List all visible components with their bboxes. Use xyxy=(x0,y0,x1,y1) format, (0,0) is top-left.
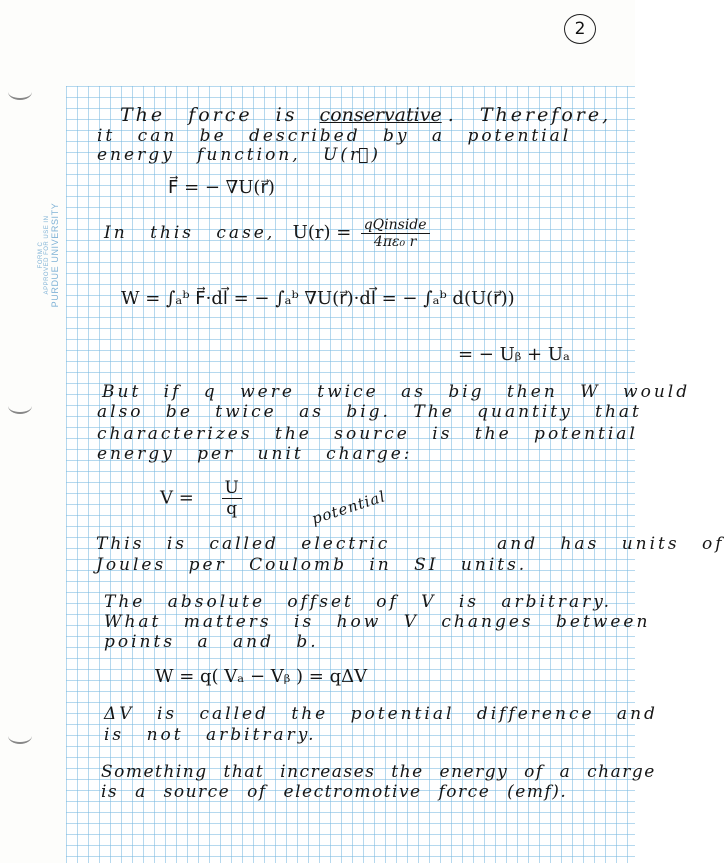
equation-work-potential: W = q( Vₐ − Vᵦ ) = qΔV xyxy=(155,666,368,687)
stamp-line-1: FORM C xyxy=(38,241,44,269)
text-line-4 xyxy=(104,217,434,250)
equation-force-gradient: F⃗ = − ∇U(r⃗) xyxy=(168,177,275,198)
fraction-u: U xyxy=(222,478,242,499)
text-line-13: points a and b. xyxy=(104,632,319,652)
paper-stamp xyxy=(38,180,60,330)
equation-potential xyxy=(160,478,246,519)
text-line-2: it can be described by a potential xyxy=(97,126,572,146)
equation-work-integral: W = ∫ₐᵇ F⃗·dl⃗ = − ∫ₐᵇ ∇U(r⃗)·dl⃗ = − ∫ₐᵇ d(U(r⃗)) xyxy=(121,288,515,309)
text-line-16: Something that increases the energy of a charge xyxy=(101,762,656,782)
text-l9a: This is called electric xyxy=(96,534,391,554)
binder-hole-top xyxy=(8,84,32,100)
text-line-15: is not arbitrary. xyxy=(104,725,317,745)
text-line-7: characterizes the source is the potential xyxy=(97,424,638,444)
equation-work-result: = − Uᵦ + Uₐ xyxy=(458,344,570,365)
text-line-5: But if q were twice as big then W would xyxy=(102,382,691,402)
text-l1c: . Therefore, xyxy=(447,104,612,126)
text-line-12: What matters is how V changes between xyxy=(104,612,651,632)
fraction-q: q xyxy=(226,499,238,519)
fraction-denominator: 4πε₀ r xyxy=(373,234,417,250)
text-line-6: also be twice as big. The quantity that xyxy=(97,402,642,422)
stamp-line-2: APPROVED FOR USE IN xyxy=(44,215,51,295)
text-line-14: ΔV is called the potential difference and xyxy=(104,704,658,724)
text-line-1 xyxy=(120,104,611,126)
text-conservative: conservative xyxy=(319,104,442,126)
text-l4a: In this case, xyxy=(104,223,276,243)
fraction-u-over-q xyxy=(222,478,242,519)
graph-paper-grid xyxy=(66,86,635,863)
text-line-8: energy per unit charge: xyxy=(97,444,413,464)
text-l1a: The force is xyxy=(120,104,298,126)
stamp-line-3: PURDUE UNIVERSITY xyxy=(49,202,60,308)
text-line-10: Joules per Coulomb in SI units. xyxy=(96,555,528,575)
fraction-numerator: qQinside xyxy=(361,217,430,234)
binder-hole-middle xyxy=(8,398,32,414)
fraction-potential-energy xyxy=(361,217,430,250)
text-line-9 xyxy=(96,534,725,554)
text-line-11: The absolute offset of V is arbitrary. xyxy=(104,592,612,612)
text-potential-inserted: potential xyxy=(309,487,389,528)
binder-hole-bottom xyxy=(8,728,32,744)
text-l4b: U(r) = xyxy=(292,222,352,243)
text-l9c: and has units of xyxy=(497,534,725,554)
text-line-17: is a source of electromotive force (emf). xyxy=(101,782,568,802)
equation-potential-lhs: V = xyxy=(160,487,194,509)
text-line-3: energy function, U(r⃗) xyxy=(97,145,381,165)
page-number: 2 xyxy=(564,14,596,44)
